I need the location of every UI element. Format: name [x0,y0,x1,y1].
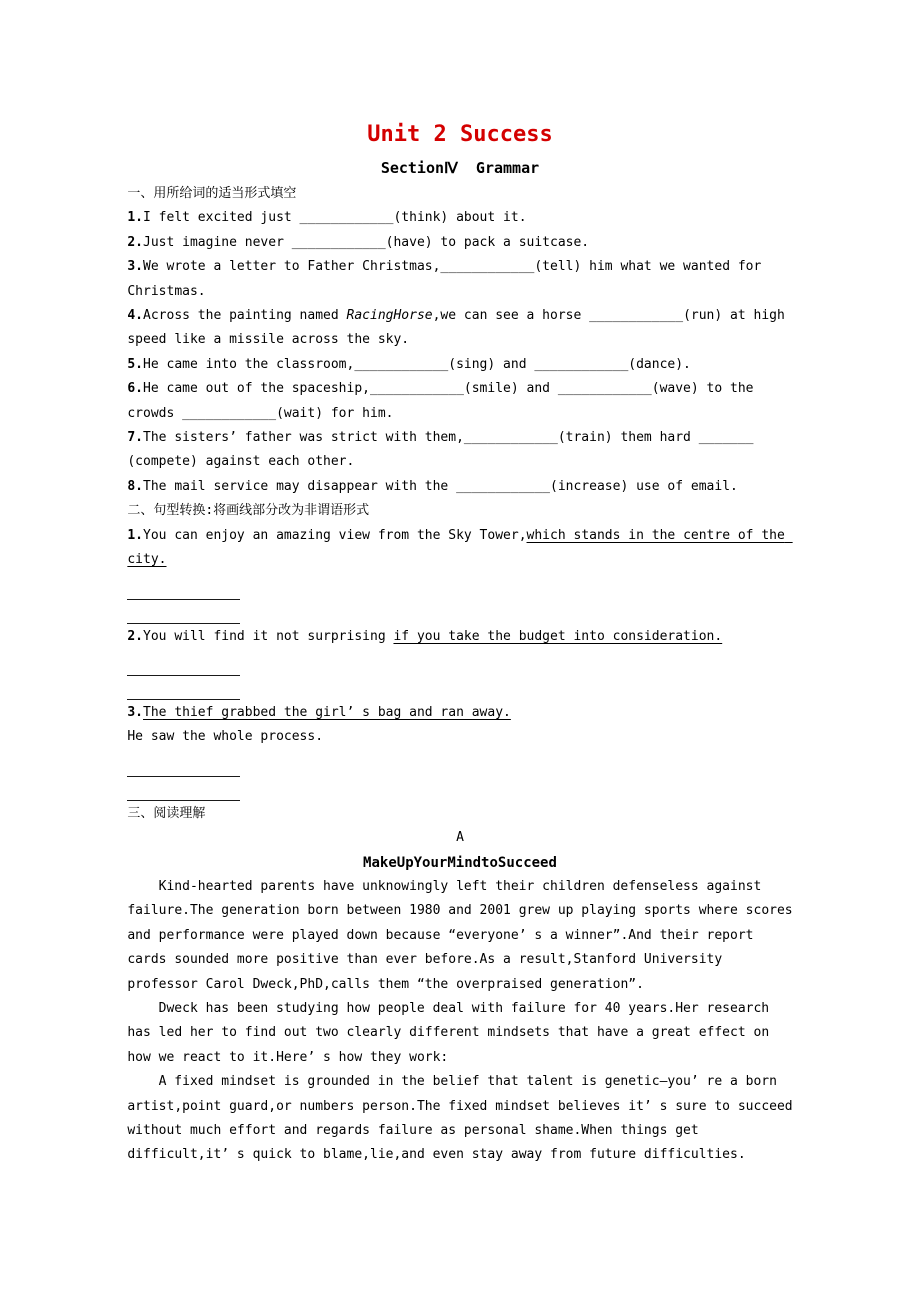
item-text: The mail service may disappear with the ____________(increase) use of email. [143,478,738,494]
exercise-item [127,206,792,230]
item-number: 1. [127,210,144,226]
answer-area [127,649,792,701]
grammar-section-subtitle: SectionⅣ Grammar [380,159,540,177]
passage-paragraph: A fixed mindset is grounded in the belief that talent is genetic—you’ re a born artist,point guard,or numbers person.The fixed mindset believes it’ s sure to succeed without much effort and regards failure as personal shame.When things get difficult,it’ s quick to blame,lie,and even stay away from future difficulties. [127,1074,801,1163]
item-text: You can enjoy an amazing view from the Sky Tower, [143,527,527,543]
section1-heading: 一、用所给词的适当形式填空 [127,186,297,201]
item-text: You will find it not surprising [143,628,394,644]
exercise-item [127,304,792,353]
exercise-item [127,377,792,426]
section3-heading: 三、阅读理解 [127,805,206,821]
exercise-item [127,475,792,499]
item-text: Just imagine never ____________(have) to pack a suitcase. [143,234,590,250]
item-number: 1. [127,527,144,543]
painting-name-italic: RacingHorse [346,308,433,324]
item-number: 4. [127,308,144,324]
answer-blank-line [127,777,240,801]
exercise-item [127,625,792,649]
answer-blank-line [127,652,240,676]
exercise-item [127,231,792,255]
item-text: He came out of the spaceship,____________(smile) and ____________(wave) to the crowds ____________(wait) for him. [127,381,762,421]
item-number: 3. [127,704,144,720]
item-number: 6. [127,381,144,397]
item-text: ,we can see a horse ____________(run) at high speed like a missile across the sky. [127,308,793,348]
item-text: I felt excited just ____________(think) about it. [143,210,527,226]
passage-paragraph: Kind-hearted parents have unknowingly left their children defenseless against failure.The generation born between 1980 and 2001 grew up playing sports where scores and performance were played down because “everyone’ s a winner”.And their report cards sounded more positive than ever before.As a result,Stanford University professor Carol Dweck,PhD,calls them “the overpraised generation”. [127,878,801,992]
exercise-item [127,353,792,377]
exercise-item [127,255,792,304]
exercise-item [127,524,792,573]
item-number: 8. [127,478,144,494]
item-number: 2. [127,628,144,644]
passage-title: MakeUpYourMindtoSucceed [363,854,557,871]
item-number: 2. [127,234,144,250]
item-number: 3. [127,259,144,275]
item-text: We wrote a letter to Father Christmas,____________(tell) him what we wanted for Christmas. [127,259,770,299]
underlined-clause: if you take the budget into consideration. [393,628,723,644]
item-text: He came into the classroom,____________(sing) and ____________(dance). [143,356,691,372]
section2-heading: 二、句型转换:将画线部分改为非谓语形式 [127,503,370,519]
answer-blank-line [127,676,240,700]
underlined-clause: which stands in the centre of the city. [127,527,793,568]
item-text: Across the painting named [143,308,347,324]
answer-area [127,573,792,625]
unit-title: Unit 2 Success [367,122,553,147]
answer-blank-line [127,600,240,624]
answer-area [127,750,792,802]
answer-blank-line [127,753,240,777]
item-number: 5. [127,356,144,372]
item-number: 7. [127,430,144,446]
exercise-item [127,701,792,725]
answer-blank-line [127,576,240,600]
item-text: The sisters’ father was strict with them,____________(train) them hard _______ (compete) against each other. [127,430,762,470]
underlined-clause: The thief grabbed the girl’ s bag and ran away. [143,704,511,720]
passage-paragraph: Dweck has been studying how people deal with failure for 40 years.Her research has led her to find out two clearly different mindsets that have a great effect on how we react to it.Here’ s how they work: [127,1000,777,1065]
worksheet-page [127,0,801,1168]
passage-label: A [456,830,464,846]
exercise-item [127,426,792,475]
followup-sentence: He saw the whole process. [127,729,324,745]
